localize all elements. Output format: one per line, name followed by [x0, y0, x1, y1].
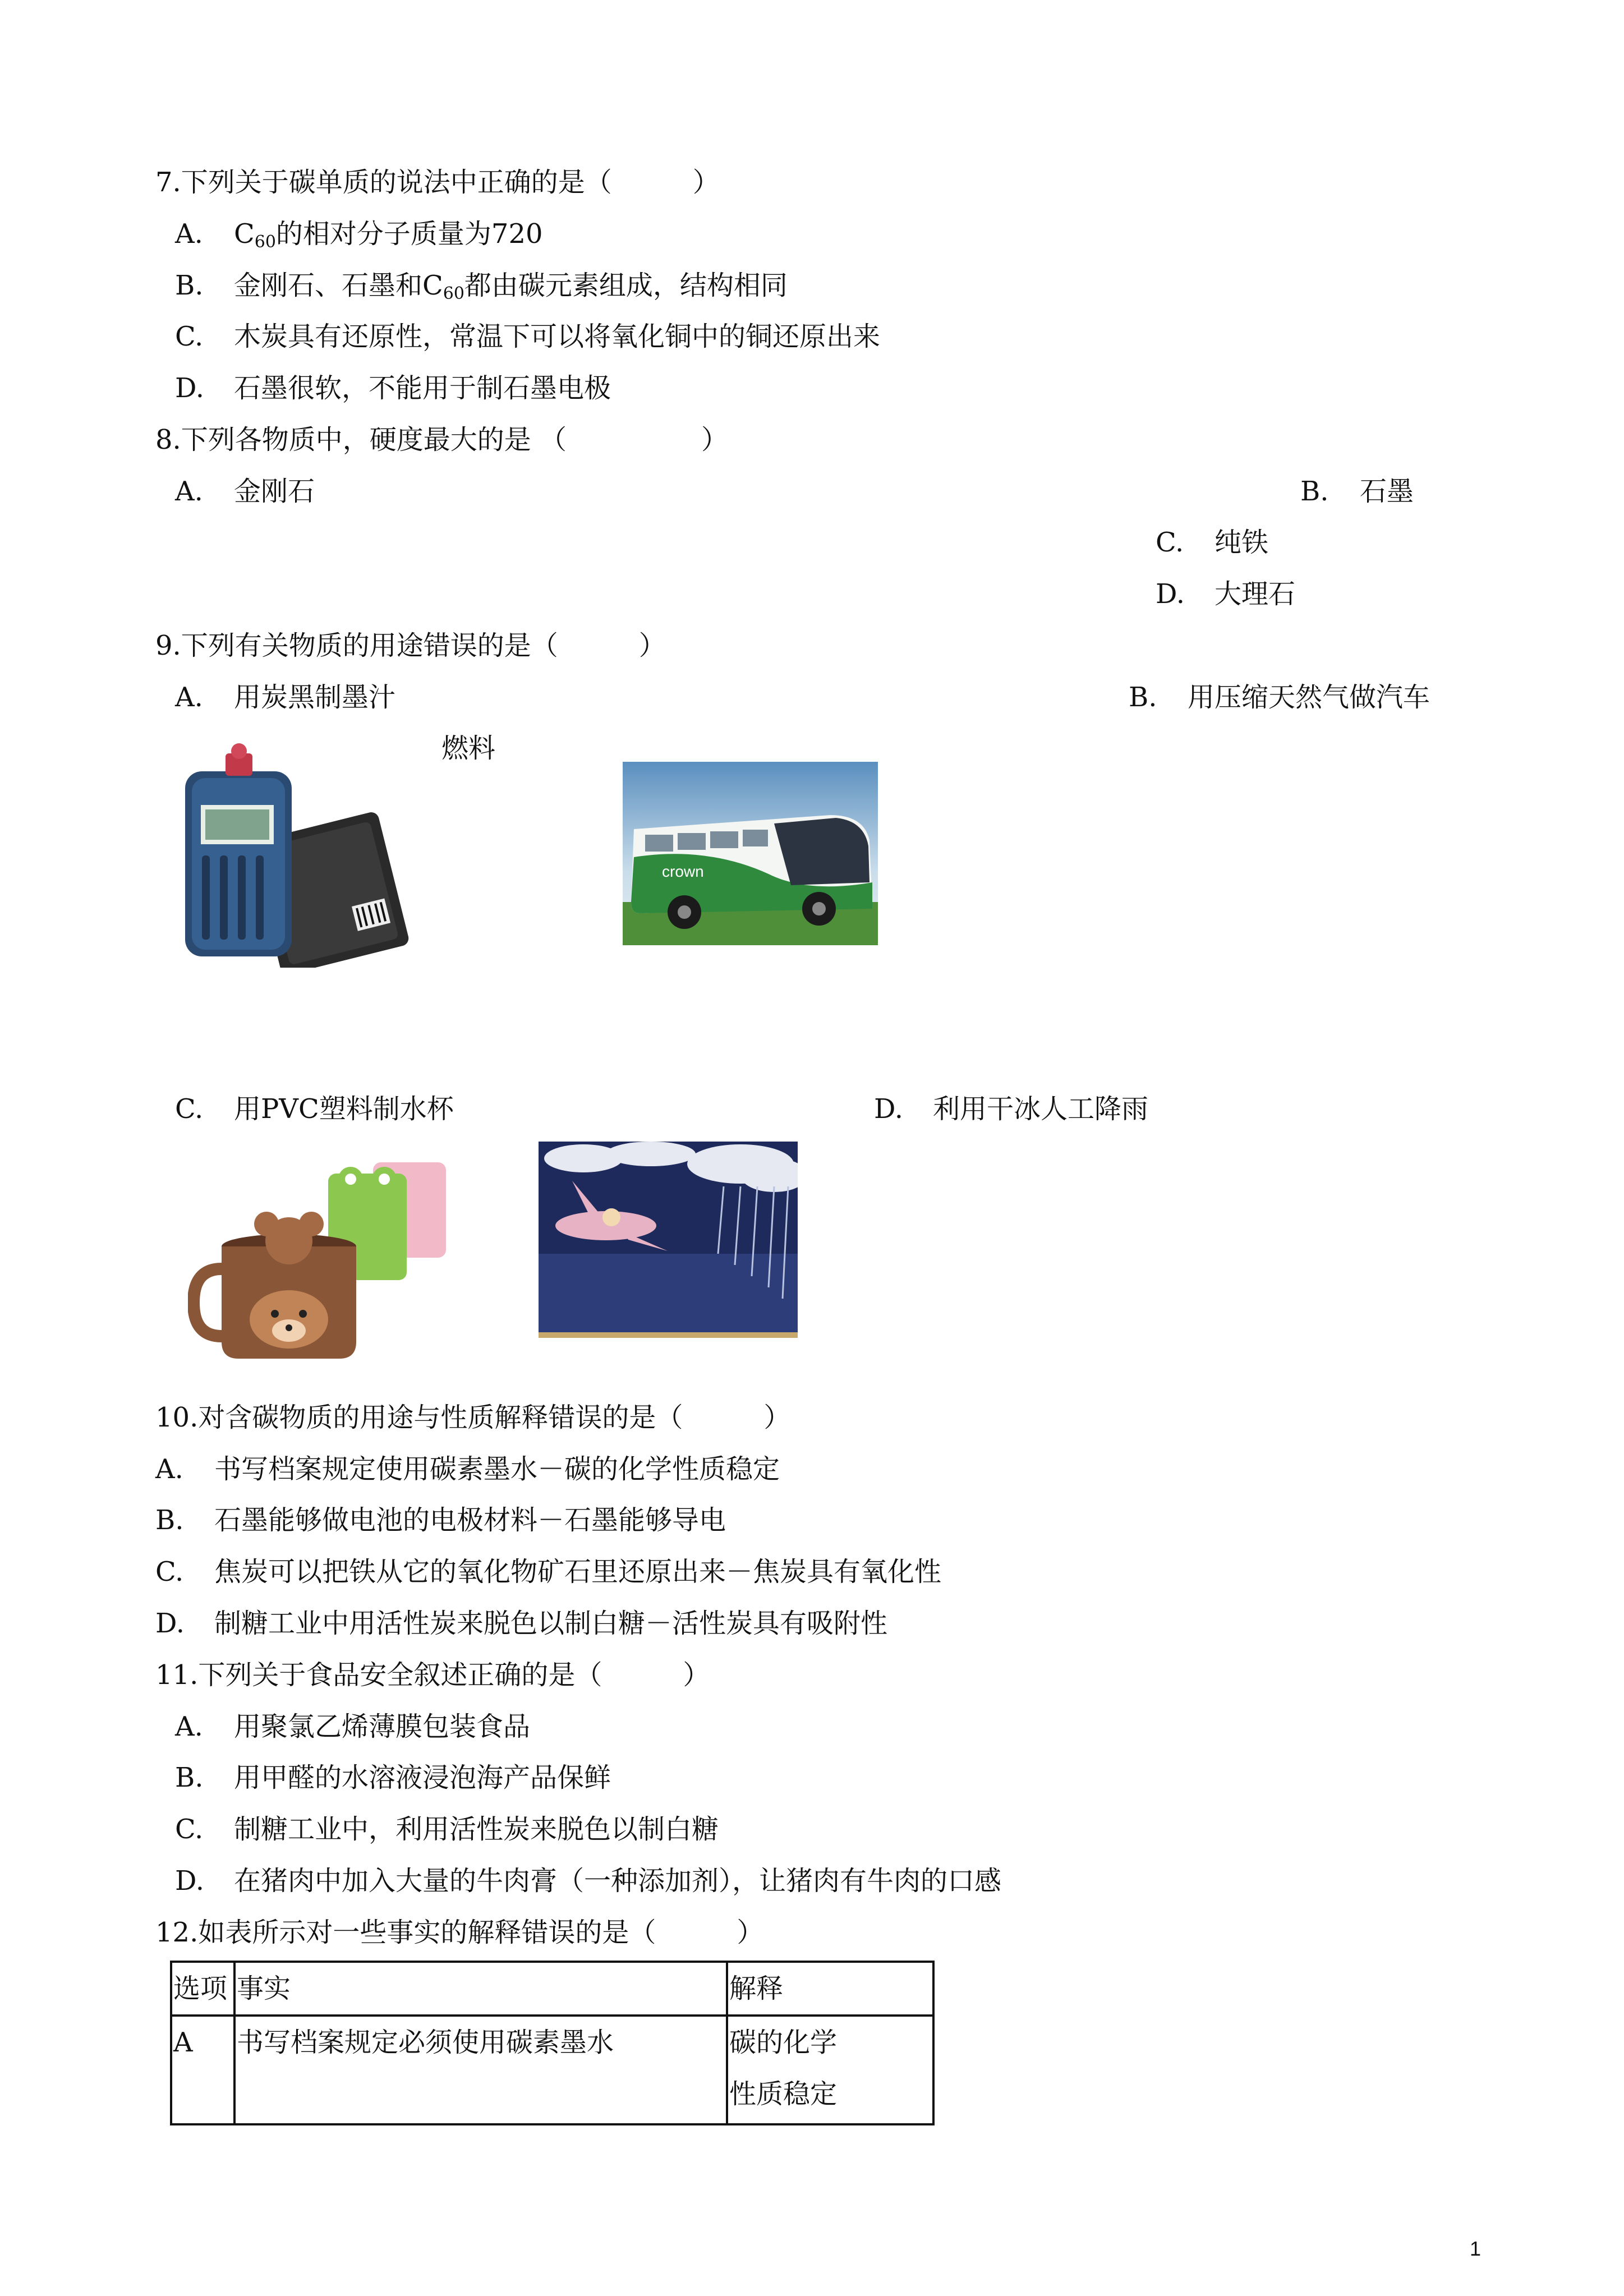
q9-option-d-text: 利用干冰人工降雨: [933, 1093, 1149, 1125]
q9-option-c-text: 用PVC塑料制水杯: [234, 1093, 454, 1125]
row-a-explanation-line-2: 性质稳定: [729, 2078, 838, 2110]
q7-option-b-text: 金刚石、石墨和$C_{60}$都由碳元素组成，结构相同: [234, 270, 788, 303]
q10-option-c-label: C.: [155, 1556, 184, 1588]
header-option: 选项: [171, 1962, 234, 2016]
q9-option-b-label: B.: [1129, 682, 1157, 713]
q10-option-b-label: B.: [155, 1504, 184, 1536]
q10-option-a-label: A.: [155, 1453, 183, 1485]
q8-option-b-text: 石墨: [1360, 476, 1414, 507]
q10-option-c-text: 焦炭可以把铁从它的氧化物矿石里还原出来－焦炭具有氧化性: [214, 1556, 942, 1588]
q9-option-d-label: D.: [874, 1093, 904, 1125]
page-number: 1: [1469, 2237, 1481, 2260]
ink-bottle-image: [180, 743, 415, 968]
header-fact: 事实: [234, 1962, 727, 2016]
row-a-option: A: [171, 2016, 234, 2124]
q8-option-a-label: A.: [175, 476, 203, 507]
q11-stem: 11.下列关于食品安全叙述正确的是（ ）: [155, 1659, 710, 1691]
bus-brand-text: crown: [662, 863, 704, 880]
q7-option-b-label: B.: [175, 270, 204, 301]
q7-option-d-label: D.: [175, 372, 205, 404]
q11-option-a-text: 用聚氯乙烯薄膜包装食品: [234, 1711, 531, 1742]
q7-option-d-text: 石墨很软，不能用于制石墨电极: [234, 372, 611, 404]
q10-option-a-text: 书写档案规定使用碳素墨水－碳的化学性质稳定: [214, 1453, 780, 1485]
header-explanation: 解释: [727, 1962, 933, 2016]
q12-table: [170, 1961, 935, 2125]
q10-option-d-text: 制糖工业中用活性炭来脱色以制白糖－活性炭具有吸附性: [214, 1608, 888, 1639]
cloud-seeding-plane-image: [539, 1142, 798, 1338]
q11-option-d-label: D.: [175, 1865, 205, 1897]
q8-option-a-text: 金刚石: [234, 476, 315, 507]
q12-stem: 12.如表所示对一些事实的解释错误的是（ ）: [155, 1917, 764, 1948]
q10-stem: 10.对含碳物质的用途与性质解释错误的是（ ）: [155, 1402, 791, 1433]
q8-option-d-text: 大理石: [1214, 578, 1296, 610]
bus-image: [623, 762, 878, 945]
q11-option-b-label: B.: [175, 1762, 204, 1793]
table-header-row: [171, 1962, 933, 2016]
q7-option-c-text: 木炭具有还原性，常温下可以将氧化铜中的铜还原出来: [234, 321, 881, 352]
row-a-explanation: [727, 2016, 933, 2124]
row-a-explanation-line-1: 碳的化学: [729, 2027, 838, 2058]
q11-option-d-text: 在猪肉中加入大量的牛肉膏（一种添加剂），让猪肉有牛肉的口感: [234, 1865, 1002, 1897]
q9-stem: 9.下列有关物质的用途错误的是（ ）: [155, 630, 666, 661]
q7-option-c-label: C.: [175, 321, 204, 352]
q9-option-a-text: 用炭黑制墨汁: [234, 682, 396, 713]
q8-option-b-label: B.: [1300, 476, 1329, 507]
q11-option-a-label: A.: [175, 1711, 203, 1742]
q9-option-b-continuation: 燃料: [441, 733, 496, 764]
q11-option-b-text: 用甲醛的水溶液浸泡海产品保鲜: [234, 1762, 611, 1793]
q10-option-d-label: D.: [155, 1608, 185, 1639]
q10-option-b-text: 石墨能够做电池的电极材料－石墨能够导电: [214, 1504, 726, 1536]
q7-option-a-label: A.: [175, 218, 203, 250]
q8-option-c-label: C.: [1156, 527, 1184, 558]
q7-stem: 7.下列关于碳单质的说法中正确的是（ ）: [155, 167, 720, 198]
table-row: [171, 2016, 933, 2124]
q9-option-b-text: 用压缩天然气做汽车: [1188, 682, 1430, 713]
q9-option-a-label: A.: [175, 682, 203, 713]
row-a-fact: 书写档案规定必须使用碳素墨水: [234, 2016, 727, 2124]
q8-option-d-label: D.: [1156, 578, 1185, 610]
q9-option-c-label: C.: [175, 1093, 204, 1125]
q7-option-a-text: $C_{60}$的相对分子质量为720: [234, 218, 543, 252]
q11-option-c-text: 制糖工业中，利用活性炭来脱色以制白糖: [234, 1814, 719, 1845]
q8-stem: 8.下列各物质中，硬度最大的是 （ ）: [155, 424, 729, 455]
q11-option-c-label: C.: [175, 1814, 204, 1845]
q8-option-c-text: 纯铁: [1214, 527, 1269, 558]
plastic-cups-image: [188, 1157, 454, 1364]
